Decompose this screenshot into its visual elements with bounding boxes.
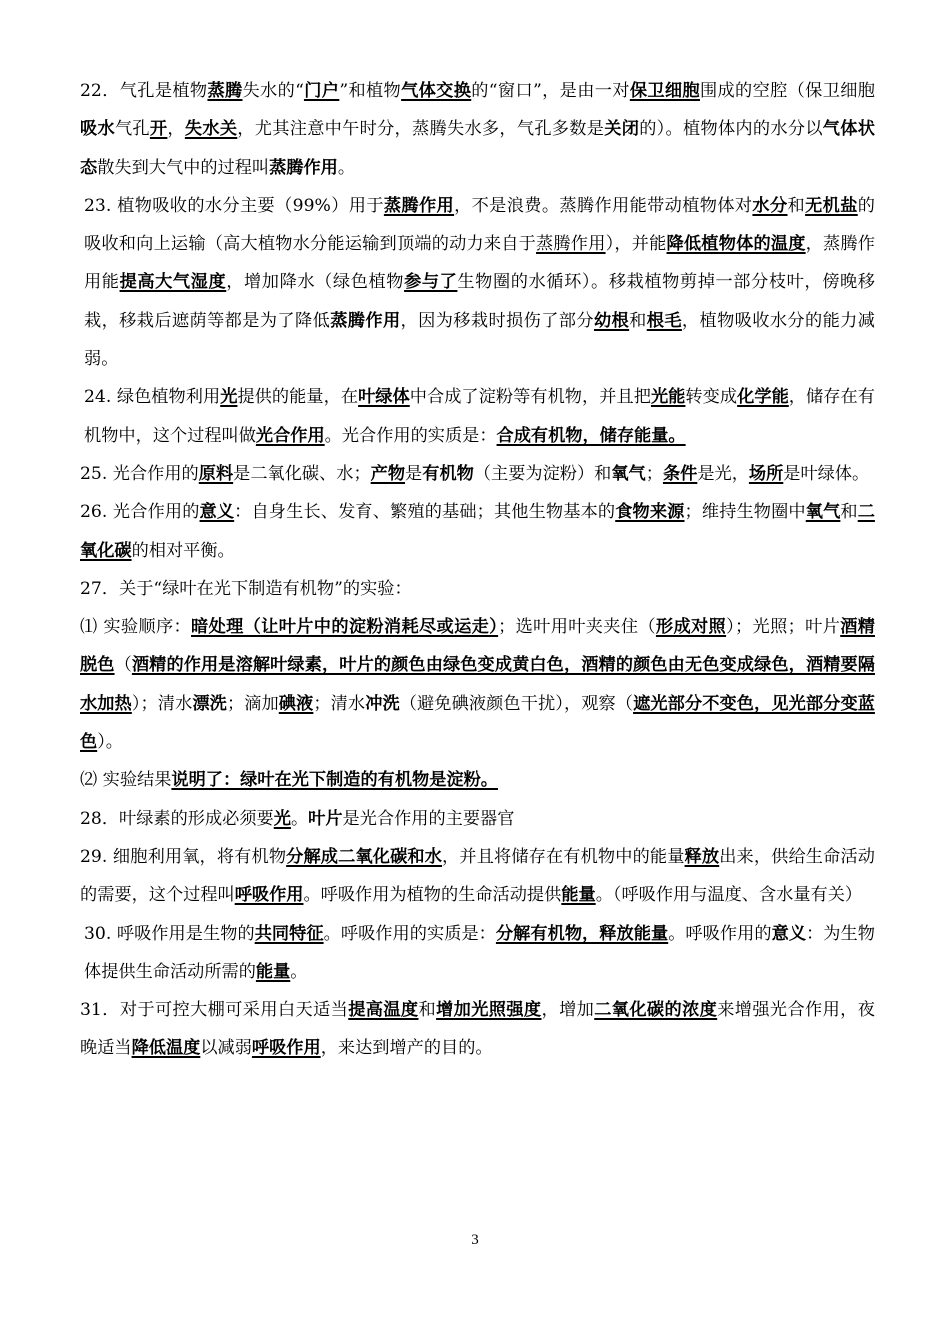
text-run: ，增加降水（绿色植物 bbox=[226, 272, 405, 293]
key-term: 幼根 bbox=[593, 310, 630, 331]
key-term: 门户 bbox=[303, 81, 340, 101]
text-run: 围成的空腔（保卫细胞 bbox=[699, 81, 875, 101]
text-run: 。 bbox=[290, 961, 308, 982]
key-term: 条件 bbox=[662, 463, 698, 484]
text-run: 的吸收和向上运输（高大植物水分能运输到顶端的动力来自于 bbox=[84, 195, 875, 255]
text-run: （ bbox=[114, 655, 132, 676]
text-run: 。呼吸作用的实质是： bbox=[323, 923, 496, 944]
key-term: 水分 bbox=[752, 195, 788, 216]
key-term: 分解成二氧化碳和水 bbox=[286, 846, 443, 867]
text-run: 29. 细胞利用氧，将有机物 bbox=[80, 846, 287, 867]
key-term: 光 bbox=[220, 387, 238, 408]
text-run: 是光， bbox=[697, 463, 749, 484]
text-run: 23. 植物吸收的水分主要（99%）用于 bbox=[84, 195, 384, 216]
text-run: 是二氧化碳、水； bbox=[233, 463, 371, 484]
key-term: 酒精脱色 bbox=[80, 617, 875, 676]
key-term: 开 bbox=[149, 119, 168, 140]
text-run: 是叶绿体。 bbox=[783, 463, 870, 484]
paragraph bbox=[80, 608, 875, 761]
text-run: ，并且将储存在有机物中的能量 bbox=[442, 846, 685, 867]
text-run: 是光合作用的主要器官 bbox=[342, 808, 515, 829]
key-term: 释放 bbox=[684, 846, 720, 867]
text-run: 转变成 bbox=[685, 387, 738, 408]
text-run: 24. 绿色植物利用 bbox=[84, 387, 221, 408]
text-run: 的相对平衡。 bbox=[131, 540, 235, 561]
bold-term: 蒸腾作用 bbox=[330, 310, 401, 331]
bold-term: 蒸腾作用 bbox=[269, 157, 338, 178]
key-term: 提高大气湿度 bbox=[119, 272, 227, 293]
key-term: 暗处理（让叶片中的淀粉消耗尽或运走） bbox=[191, 617, 499, 638]
key-term: 酒精的作用是溶解叶绿素，叶片的颜色由绿色变成黄白色，酒精的颜色由无色变成绿色，酒精要隔水加热 bbox=[80, 655, 875, 714]
text-run: ； bbox=[645, 463, 663, 484]
text-run: ）；光照；叶片 bbox=[726, 617, 841, 638]
text-run: ；滴加 bbox=[226, 693, 279, 714]
key-term: 二氧化碳 bbox=[80, 502, 875, 561]
text-run: （主要为淀粉）和 bbox=[473, 463, 612, 484]
text-run: 出来，供给生命活动的需要，这个过程叫 bbox=[80, 846, 875, 906]
text-run: 和 bbox=[418, 1000, 437, 1021]
underlined-term: 蒸腾作用 bbox=[536, 234, 606, 255]
key-term: 降低植物体的温度 bbox=[666, 234, 806, 255]
text-run: 是 bbox=[405, 463, 423, 484]
paragraph bbox=[80, 187, 875, 378]
bold-term: 气体状态 bbox=[80, 119, 875, 178]
text-run: ，尤其注意中午时分，蒸腾失水多，气孔多数是 bbox=[237, 119, 605, 140]
text-run: 。 bbox=[290, 808, 309, 829]
text-run: 。（呼吸作用与温度、含水量有关） bbox=[595, 885, 863, 906]
key-term: 能量 bbox=[255, 961, 291, 982]
key-term: 叶绿体 bbox=[358, 387, 410, 408]
text-run: 27．关于“绿叶在光下制造有机物”的实验： bbox=[80, 578, 412, 599]
key-term: 分解有机物，释放能量 bbox=[495, 923, 669, 944]
key-term: 光合作用 bbox=[255, 425, 325, 446]
bold-term: 漂洗 bbox=[192, 693, 227, 714]
key-term: 产物 bbox=[370, 463, 406, 484]
text-run: ⑴ 实验顺序： bbox=[80, 617, 192, 638]
text-run: 和 bbox=[787, 195, 806, 216]
paragraph bbox=[80, 991, 875, 1068]
text-run: 来增强光合作用，夜晚适当 bbox=[80, 1000, 875, 1059]
text-run: 和 bbox=[840, 502, 858, 523]
key-term: 共同特征 bbox=[254, 923, 324, 944]
key-term: 降低温度 bbox=[131, 1038, 201, 1059]
key-term: 场所 bbox=[748, 463, 784, 484]
text-run: 生物圈的水循环）。移栽植物剪掉一部分枝叶，傍晚移栽，移栽后遮荫等都是为了降低 bbox=[84, 272, 875, 331]
text-run: ，来达到增产的目的。 bbox=[320, 1038, 493, 1059]
key-term: 无机盐 bbox=[805, 195, 858, 216]
paragraph bbox=[80, 378, 875, 455]
paragraph bbox=[80, 838, 875, 915]
paragraph bbox=[80, 915, 875, 992]
key-term: 遮光部分不变色，见光部分变蓝色 bbox=[80, 693, 875, 753]
key-term: 蒸腾 bbox=[207, 81, 243, 101]
key-term: 失水关 bbox=[184, 119, 238, 140]
key-term: 形成对照 bbox=[655, 617, 727, 638]
text-run: 和 bbox=[629, 310, 647, 331]
text-run: ，植物吸收水分的能力减弱。 bbox=[84, 310, 875, 370]
text-run: 28．叶绿素的形成必须要 bbox=[80, 808, 274, 829]
bold-term: 叶片 bbox=[308, 808, 343, 829]
text-run: ：为生物体提供生命活动所需的 bbox=[84, 923, 875, 982]
text-run: 的“窗口”，是由一对 bbox=[471, 81, 630, 101]
text-run: ），并能 bbox=[605, 234, 667, 255]
key-term: 保卫细胞 bbox=[629, 81, 700, 101]
key-term: 呼吸作用 bbox=[234, 885, 304, 906]
text-run: 。光合作用的实质是： bbox=[324, 425, 497, 446]
text-run: ；维持生物圈中 bbox=[684, 502, 806, 523]
text-run: 25. 光合作用的 bbox=[80, 463, 199, 484]
key-term: 原料 bbox=[198, 463, 234, 484]
bold-term: 关闭 bbox=[604, 119, 640, 140]
key-term: 增加光照强度 bbox=[436, 1000, 542, 1021]
text-run: 以减弱 bbox=[200, 1038, 252, 1059]
paragraph bbox=[80, 761, 875, 799]
text-run: ，增加 bbox=[541, 1000, 595, 1021]
key-term: 二氧化碳的浓度 bbox=[594, 1000, 718, 1021]
text-run: 22．气孔是植物 bbox=[80, 81, 208, 101]
text-run: 。呼吸作用为植物的生命活动提供 bbox=[303, 885, 562, 906]
text-run: 。呼吸作用的 bbox=[668, 923, 772, 944]
paragraph bbox=[80, 800, 875, 838]
text-run: ）；清水 bbox=[131, 693, 193, 714]
paragraph bbox=[80, 493, 875, 570]
text-run: ，因为移栽时损伤了部分 bbox=[400, 310, 594, 331]
text-run: 。 bbox=[337, 157, 356, 178]
text-run: 失水的“ bbox=[242, 81, 304, 101]
text-run: ，不是浪费。蒸腾作用能带动植物体对 bbox=[454, 195, 753, 216]
text-run: 的）。植物体内的水分以 bbox=[639, 119, 823, 140]
text-run: ；选叶用叶夹夹住（ bbox=[498, 617, 656, 638]
text-run: 26. 光合作用的 bbox=[80, 502, 200, 523]
text-run: 散失到大气中的过程叫 bbox=[97, 157, 270, 178]
text-run: ，蒸腾作用能 bbox=[84, 234, 875, 293]
text-run: 30. 呼吸作用是生物的 bbox=[84, 923, 255, 944]
key-term: 能量 bbox=[561, 885, 596, 906]
key-term: 食物来源 bbox=[615, 502, 685, 523]
key-term: 说明了：绿叶在光下制造的有机物是淀粉。 bbox=[171, 770, 498, 791]
key-term: 合成有机物，储存能量。 bbox=[496, 425, 686, 446]
text-run: ：自身生长、发育、繁殖的基础；其他生物基本的 bbox=[234, 502, 616, 523]
text-run: ）。 bbox=[97, 732, 123, 753]
key-term: 光能 bbox=[650, 387, 686, 408]
paragraph bbox=[80, 72, 875, 187]
text-run: ；清水 bbox=[313, 693, 366, 714]
paragraph bbox=[80, 455, 875, 493]
text-run: ， bbox=[167, 119, 185, 140]
key-term: 光 bbox=[273, 808, 291, 829]
bold-term: 有机物 bbox=[422, 463, 474, 484]
bold-term: 吸水 bbox=[80, 119, 115, 140]
key-term: 意义 bbox=[199, 502, 235, 523]
text-run: ”和植物 bbox=[339, 81, 402, 101]
page-number: 3 bbox=[471, 1232, 479, 1248]
text-run: 提供的能量，在 bbox=[237, 387, 359, 408]
key-term: 气体交换 bbox=[401, 81, 472, 101]
key-term: 呼吸作用 bbox=[251, 1038, 321, 1059]
text-run: 中合成了淀粉等有机物，并且把 bbox=[409, 387, 651, 408]
bold-term: 冲洗 bbox=[365, 693, 400, 714]
paragraph bbox=[80, 570, 875, 608]
key-term: 根毛 bbox=[646, 310, 682, 331]
key-term: 蒸腾作用 bbox=[383, 195, 455, 216]
text-run: 气孔 bbox=[114, 119, 150, 140]
bold-term: 意义 bbox=[771, 923, 807, 944]
text-run: ⑵ 实验结果 bbox=[80, 770, 172, 791]
key-term: 氧气 bbox=[805, 502, 841, 523]
text-run: （避免碘液颜色干扰），观察（ bbox=[399, 693, 634, 714]
key-term: 提高温度 bbox=[348, 1000, 419, 1021]
bold-term: 氧气 bbox=[611, 463, 646, 484]
key-term: 参与了 bbox=[404, 272, 458, 293]
text-run: ，储存在有机物中，这个过程叫做 bbox=[84, 387, 875, 446]
key-term: 碘液 bbox=[278, 693, 314, 714]
text-run: 31．对于可控大棚可采用白天适当 bbox=[80, 1000, 349, 1021]
document-body bbox=[80, 72, 875, 1068]
key-term: 化学能 bbox=[737, 387, 789, 408]
